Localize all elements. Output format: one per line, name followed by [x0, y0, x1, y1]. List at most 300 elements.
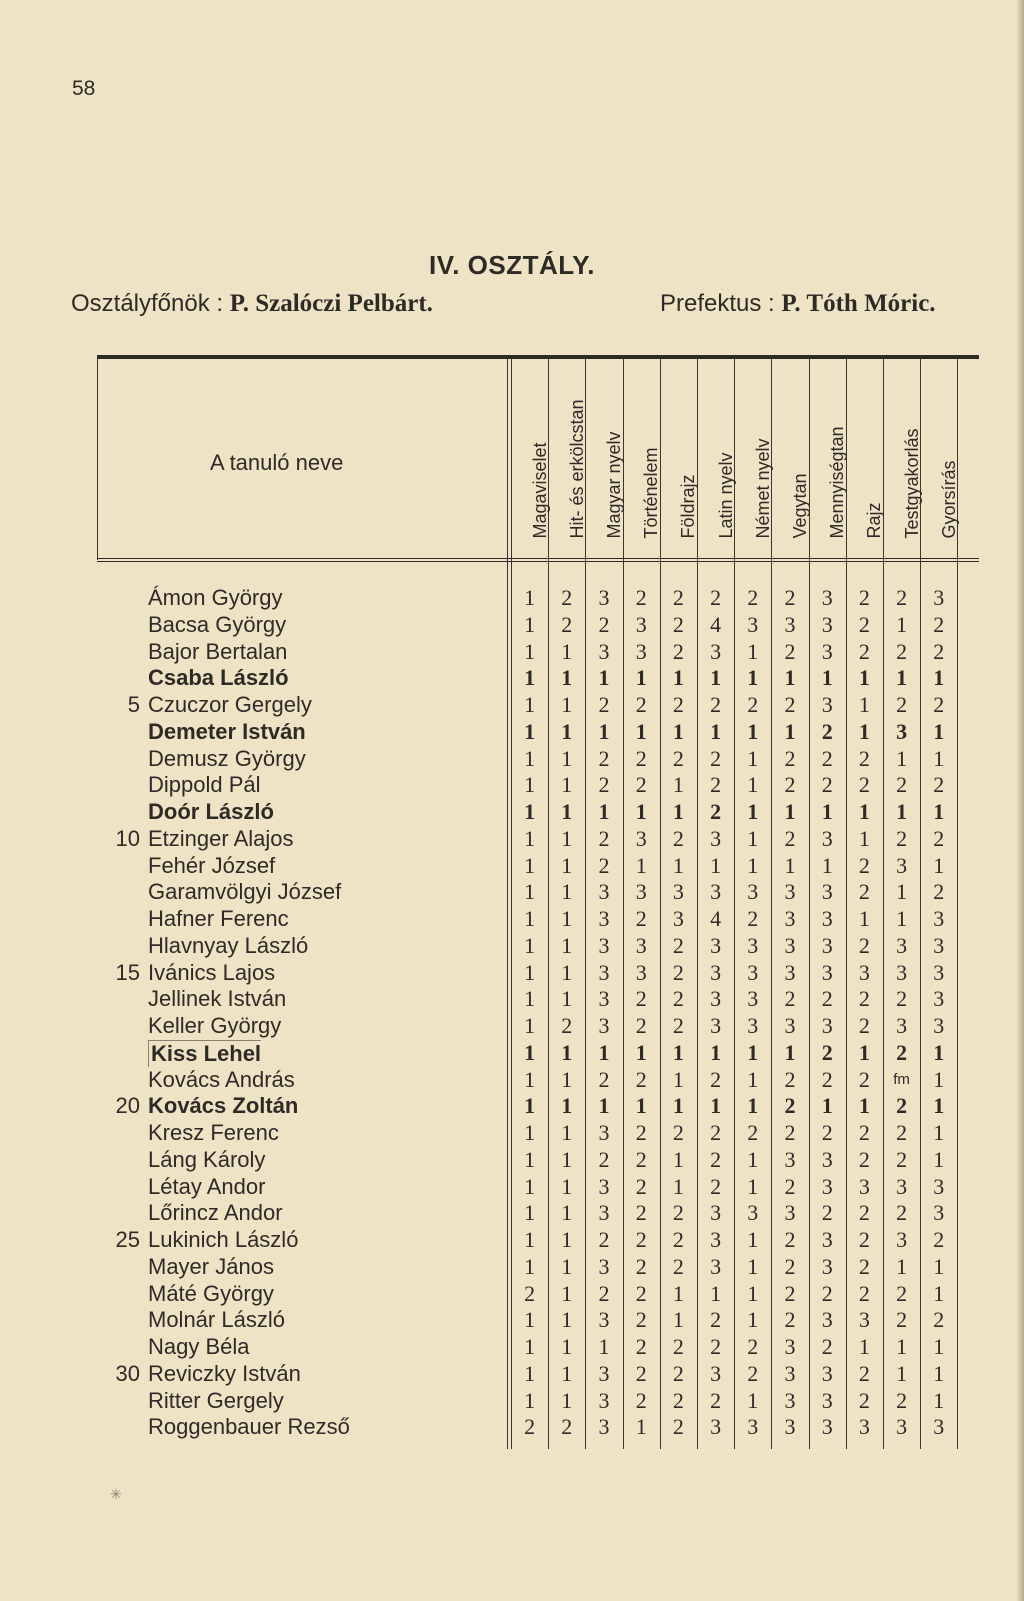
grade-cell: 1: [672, 665, 684, 691]
table-row: [0, 1200, 1024, 1227]
grade-cell: 4: [710, 906, 722, 931]
grade-cell: 3: [821, 1013, 833, 1038]
grade-cell: 3: [747, 879, 759, 905]
table-row: [0, 1120, 1024, 1147]
grade-cell: 2: [710, 1173, 722, 1199]
grade-cell: 2: [858, 611, 870, 637]
grade-cell: 3: [821, 959, 833, 985]
grade-cell: 2: [672, 1360, 684, 1386]
grade-cell: 3: [896, 852, 908, 878]
student-name: Hlavnyay László: [148, 932, 309, 958]
grade-cell: 2: [784, 692, 796, 717]
student-name: Kovács Zoltán: [148, 1093, 299, 1119]
grade-cell: 1: [710, 665, 722, 691]
grade-cell: 3: [710, 932, 722, 958]
student-name: Kresz Ferenc: [148, 1120, 279, 1145]
grade-cell: 2: [858, 1200, 870, 1226]
grade-cell: 3: [598, 638, 610, 664]
grade-cell: 3: [821, 611, 833, 637]
grade-cell: 2: [858, 1013, 870, 1038]
grade-cell: 2: [635, 906, 647, 931]
table-row: [0, 1093, 1024, 1120]
table-row: [0, 1147, 1024, 1174]
subject-header: [734, 360, 771, 555]
student-name: Bajor Bertalan: [148, 638, 288, 664]
grade-cell: 3: [598, 906, 610, 931]
grade-cell: 1: [896, 1334, 908, 1359]
grade-cell: 1: [933, 1146, 945, 1172]
student-name: Csaba László: [148, 665, 289, 691]
grade-cell: 1: [598, 1039, 610, 1065]
grade-cell: 3: [747, 932, 759, 958]
grade-cell: 1: [858, 665, 870, 691]
grade-cell: 1: [672, 1280, 684, 1306]
grade-cell: 2: [672, 1253, 684, 1279]
student-name: Garamvölgyi József: [148, 879, 342, 905]
grade-cell: 1: [524, 1120, 536, 1145]
grade-cell: 3: [672, 879, 684, 905]
grade-cell: 1: [561, 879, 573, 905]
grade-cell: 3: [747, 959, 759, 985]
grade-cell: 1: [561, 1334, 573, 1359]
grade-cell: 2: [933, 692, 945, 717]
grade-cell: 3: [821, 1146, 833, 1172]
subject-header: [771, 360, 808, 555]
table-row: [0, 906, 1024, 933]
grade-cell: 3: [784, 959, 796, 985]
grade-cell: 1: [710, 852, 722, 878]
student-name: Máté György: [148, 1280, 274, 1306]
grade-cell: 1: [933, 799, 945, 824]
student-name: Láng Károly: [148, 1146, 266, 1172]
subject-header: [548, 360, 585, 555]
grade-cell: 3: [635, 932, 647, 958]
grade-cell: 2: [561, 1013, 573, 1038]
grade-cell: 1: [672, 1039, 684, 1065]
grade-cell: 3: [598, 1120, 610, 1145]
grade-cell: 2: [784, 585, 796, 610]
subject-header: [846, 360, 883, 555]
grade-cell: 2: [896, 1120, 908, 1145]
grade-cell: 2: [933, 611, 945, 637]
grade-cell: 1: [933, 1093, 945, 1119]
grade-cell: 2: [561, 611, 573, 637]
grade-cell: 2: [635, 1013, 647, 1038]
grade-cell: 3: [598, 959, 610, 985]
grade-cell: 3: [747, 986, 759, 1012]
grade-cell: 3: [598, 1253, 610, 1279]
grade-cell: 3: [896, 1227, 908, 1252]
grade-cell: 1: [858, 906, 870, 931]
grade-cell: 2: [710, 1120, 722, 1145]
grade-cell: 3: [821, 932, 833, 958]
grade-cell: 1: [561, 932, 573, 958]
grade-cell: 2: [821, 1066, 833, 1092]
subject-header-label: Gyorsírás: [938, 460, 959, 539]
grade-cell: 2: [784, 1093, 796, 1119]
table-row: [0, 960, 1024, 987]
grade-cell: 3: [821, 1360, 833, 1386]
subject-header-label: Magyar nyelv: [603, 431, 624, 539]
grade-cell: 1: [524, 1039, 536, 1065]
grade-cell: 1: [933, 1253, 945, 1279]
student-name: Jellinek István: [148, 986, 287, 1012]
grade-cell: 3: [747, 611, 759, 637]
grade-cell: 2: [598, 611, 610, 637]
student-name: Létay Andor: [148, 1173, 266, 1199]
grade-cell: 3: [747, 1414, 759, 1440]
grade-cell: 1: [561, 959, 573, 985]
grade-cell: 1: [896, 799, 908, 824]
grade-cell: 1: [524, 1146, 536, 1172]
grade-cell: 1: [672, 1307, 684, 1333]
grade-cell: 1: [933, 1280, 945, 1306]
grade-cell: 1: [635, 799, 647, 824]
grade-cell: 2: [821, 1280, 833, 1306]
grade-cell: 1: [784, 665, 796, 691]
grade-cell: 1: [784, 852, 796, 878]
grade-cell: 2: [635, 1253, 647, 1279]
grade-cell: 2: [821, 745, 833, 771]
grade-cell: 2: [635, 1173, 647, 1199]
grade-cell: 2: [672, 745, 684, 771]
grade-cell: 1: [858, 825, 870, 851]
grade-cell: 1: [784, 718, 796, 744]
grade-cell: 3: [896, 959, 908, 985]
grade-cell: 3: [821, 1387, 833, 1413]
grade-cell: 1: [933, 1334, 945, 1359]
student-name: Dippold Pál: [148, 772, 261, 798]
grade-cell: 1: [747, 1307, 759, 1333]
grade-cell: 1: [821, 665, 833, 691]
grade-cell: 3: [821, 1253, 833, 1279]
grade-cell: 1: [561, 718, 573, 744]
grade-cell: 1: [821, 799, 833, 824]
grade-cell: 2: [672, 1227, 684, 1252]
grade-cell: 2: [933, 879, 945, 905]
grade-cell: 2: [858, 745, 870, 771]
grade-cell: 1: [858, 799, 870, 824]
table-row: [0, 1388, 1024, 1415]
grade-cell: 2: [784, 825, 796, 851]
grade-cell: 1: [747, 1280, 759, 1306]
subject-header: [511, 360, 548, 555]
grade-cell: 2: [635, 1360, 647, 1386]
table-row: [0, 1067, 1024, 1094]
grade-cell: 2: [672, 986, 684, 1012]
grade-cell: 1: [598, 665, 610, 691]
grade-cell: 1: [635, 1093, 647, 1119]
table-row: [0, 1174, 1024, 1201]
grade-cell: 3: [821, 879, 833, 905]
grade-cell: 1: [598, 718, 610, 744]
grade-cell: 2: [598, 1280, 610, 1306]
grade-cell: 2: [896, 1280, 908, 1306]
grade-cell: 1: [561, 986, 573, 1012]
grade-cell: 1: [672, 1173, 684, 1199]
grade-cell: 2: [896, 1200, 908, 1226]
prefect-label: Prefektus :: [660, 290, 775, 317]
table-row: [0, 853, 1024, 880]
grade-cell: 2: [672, 638, 684, 664]
table-row: [0, 1307, 1024, 1334]
grade-cell: 2: [598, 1227, 610, 1252]
grade-cell: 2: [784, 1280, 796, 1306]
grade-cell: 1: [933, 1360, 945, 1386]
grade-cell: 1: [933, 665, 945, 691]
grade-cell: 3: [896, 932, 908, 958]
subject-header: [660, 360, 697, 555]
grade-cell: 2: [858, 1066, 870, 1092]
grade-cell: 2: [710, 1387, 722, 1413]
grade-cell: 4: [710, 611, 722, 637]
grade-cell: 2: [858, 1253, 870, 1279]
grade-cell: 2: [598, 852, 610, 878]
grade-cell: 2: [821, 1334, 833, 1359]
grade-cell: 2: [821, 1120, 833, 1145]
grade-cell: 3: [784, 1146, 796, 1172]
name-column-header: A tanuló neve: [210, 450, 344, 475]
grade-cell: 2: [710, 745, 722, 771]
row-number: 25: [115, 1227, 140, 1252]
grade-cell: 3: [710, 638, 722, 664]
grade-cell: 1: [672, 1146, 684, 1172]
subject-header-label: Latin nyelv: [715, 452, 736, 539]
grade-cell: 2: [896, 1039, 908, 1065]
grade-cell: 3: [710, 1200, 722, 1226]
grade-cell: 3: [784, 611, 796, 637]
grade-cell: 1: [858, 1334, 870, 1359]
grade-cell: 1: [524, 692, 536, 717]
table-row: [0, 639, 1024, 666]
grade-cell: 2: [747, 585, 759, 610]
student-name: Lőrincz Andor: [148, 1200, 283, 1226]
grade-cell: 1: [672, 799, 684, 824]
grade-cell: 2: [672, 692, 684, 717]
subject-header: [809, 360, 846, 555]
grade-cell: 2: [710, 1146, 722, 1172]
grade-cell: 3: [896, 1013, 908, 1038]
grade-cell: 2: [933, 772, 945, 798]
grade-cell: 2: [672, 825, 684, 851]
grade-cell: 3: [672, 906, 684, 931]
grade-cell: 1: [896, 1360, 908, 1386]
grade-cell: 1: [561, 906, 573, 931]
grade-cell: 3: [710, 825, 722, 851]
grade-cell: 2: [858, 638, 870, 664]
grade-cell: 1: [933, 852, 945, 878]
grade-cell: 2: [858, 1387, 870, 1413]
grade-cell: 1: [524, 852, 536, 878]
grade-cell: 3: [710, 1227, 722, 1252]
grade-cell: 3: [635, 611, 647, 637]
grade-cell: 2: [858, 1227, 870, 1252]
grade-cell: 3: [635, 959, 647, 985]
grade-cell: 2: [635, 772, 647, 798]
grade-cell: 3: [821, 585, 833, 610]
table-row: [0, 692, 1024, 719]
grade-cell: 1: [561, 1387, 573, 1413]
grade-cell: 2: [635, 1334, 647, 1359]
grade-cell: 3: [710, 986, 722, 1012]
prefect-name: P. Tóth Móric.: [781, 290, 936, 317]
grade-cell: 2: [896, 1093, 908, 1119]
student-name: Ivánics Lajos: [148, 959, 276, 985]
grade-cell: 1: [598, 1093, 610, 1119]
grade-cell: 2: [858, 879, 870, 905]
student-name: Czuczor Gergely: [148, 692, 312, 717]
grade-cell: 1: [747, 1253, 759, 1279]
grade-cell: 2: [896, 1387, 908, 1413]
grade-cell: 1: [635, 1039, 647, 1065]
grade-cell: 2: [858, 585, 870, 610]
grade-cell: 1: [561, 1227, 573, 1252]
grade-cell: 1: [858, 718, 870, 744]
grade-cell: 2: [858, 852, 870, 878]
grade-cell: 1: [710, 1093, 722, 1119]
student-name: Fehér József: [148, 852, 276, 878]
class-title: IV. OSZTÁLY.: [429, 250, 595, 280]
grade-cell: 2: [710, 772, 722, 798]
student-name: Lukinich László: [148, 1227, 299, 1252]
grade-cell: 2: [598, 692, 610, 717]
grade-cell: 2: [747, 692, 759, 717]
grade-cell: 2: [598, 745, 610, 771]
grade-cell: 2: [784, 638, 796, 664]
grade-cell: 3: [933, 1414, 945, 1440]
student-name: Kiss Lehel: [148, 1040, 261, 1067]
grade-cell: 1: [747, 1146, 759, 1172]
table-row: [0, 1414, 1024, 1441]
grade-cell: 1: [635, 665, 647, 691]
table-row: [0, 665, 1024, 692]
grade-cell: 3: [784, 1200, 796, 1226]
grade-cell: 1: [896, 665, 908, 691]
row-number: 15: [115, 959, 140, 985]
grade-cell: 3: [784, 879, 796, 905]
grade-cell: 3: [933, 906, 945, 931]
subject-header-label: Vegytan: [789, 473, 810, 539]
grade-cell: 1: [747, 772, 759, 798]
grade-cell: 2: [784, 1173, 796, 1199]
table-row: [0, 799, 1024, 826]
row-number: 30: [115, 1360, 140, 1386]
grade-cell: 2: [635, 1120, 647, 1145]
grade-cell: 1: [561, 772, 573, 798]
table-row: [0, 1334, 1024, 1361]
table-row: [0, 1040, 1024, 1067]
table-row: [0, 612, 1024, 639]
grade-cell: 3: [784, 1013, 796, 1038]
grade-cell: 2: [524, 1280, 536, 1306]
grade-cell: 1: [821, 852, 833, 878]
grade-cell: 2: [821, 1039, 833, 1065]
grade-cell: 2: [710, 1334, 722, 1359]
grade-cell: 1: [561, 638, 573, 664]
grade-cell: 3: [896, 1173, 908, 1199]
grade-cell: 2: [672, 959, 684, 985]
subject-header-label: Testgyakorlás: [901, 428, 922, 539]
grade-cell: 2: [747, 906, 759, 931]
grade-cell: 1: [747, 665, 759, 691]
grade-cell: 2: [784, 1307, 796, 1333]
grade-cell: 2: [747, 1334, 759, 1359]
grade-cell: 1: [747, 1066, 759, 1092]
subject-header: [697, 360, 734, 555]
grade-cell: 1: [672, 772, 684, 798]
grade-cell: 3: [933, 986, 945, 1012]
grade-cell: 3: [635, 825, 647, 851]
grade-cell: 2: [784, 1253, 796, 1279]
grade-cell: 3: [896, 718, 908, 744]
grade-cell: 1: [635, 1414, 647, 1440]
grade-cell: 1: [561, 1360, 573, 1386]
grade-cell: 3: [710, 1414, 722, 1440]
grade-cell: 2: [821, 1200, 833, 1226]
grade-cell: 3: [710, 1013, 722, 1038]
grade-cell: 2: [598, 772, 610, 798]
grade-cell: 2: [858, 932, 870, 958]
grade-cell: 1: [561, 1120, 573, 1145]
grade-cell: 2: [747, 1120, 759, 1145]
student-name: Nagy Béla: [148, 1334, 250, 1359]
grade-cell: 2: [784, 986, 796, 1012]
grade-cell: 1: [672, 1093, 684, 1119]
grade-cell: 3: [598, 1173, 610, 1199]
grade-cell: 1: [524, 986, 536, 1012]
grade-cell: fm: [893, 1070, 910, 1088]
subject-header-label: Mennyiségtan: [827, 426, 848, 539]
student-name: Reviczky István: [148, 1360, 301, 1386]
student-name: Hafner Ferenc: [148, 906, 289, 931]
grade-cell: 1: [561, 799, 573, 824]
grade-cell: 1: [524, 932, 536, 958]
grade-cell: 2: [784, 1066, 796, 1092]
subject-header: [883, 360, 920, 555]
grade-cell: 1: [561, 1146, 573, 1172]
grade-cell: 2: [933, 825, 945, 851]
grade-cell: 1: [784, 799, 796, 824]
grade-cell: 2: [896, 1307, 908, 1333]
grade-cell: 1: [524, 1387, 536, 1413]
grade-cell: 1: [933, 1120, 945, 1145]
grade-cell: 3: [635, 879, 647, 905]
grade-cell: 3: [598, 585, 610, 610]
grade-cell: 3: [784, 1387, 796, 1413]
grade-cell: 1: [710, 718, 722, 744]
grade-cell: 3: [598, 1387, 610, 1413]
table-row: [0, 1361, 1024, 1388]
grade-cell: 1: [561, 825, 573, 851]
grade-cell: 1: [747, 852, 759, 878]
grade-cell: 3: [598, 932, 610, 958]
grade-cell: 1: [858, 1039, 870, 1065]
grade-cell: 1: [524, 611, 536, 637]
grade-cell: 2: [561, 1414, 573, 1440]
grade-cell: 1: [747, 718, 759, 744]
grade-cell: 1: [821, 1093, 833, 1119]
grade-cell: 1: [524, 1227, 536, 1252]
grade-cell: 3: [821, 1307, 833, 1333]
grade-cell: 1: [747, 1093, 759, 1119]
grade-cell: 2: [858, 1120, 870, 1145]
page-number: 58: [72, 77, 96, 100]
grade-cell: 1: [561, 1173, 573, 1199]
table-left-border: [97, 358, 98, 560]
grade-cell: 2: [933, 638, 945, 664]
grade-cell: 2: [672, 1387, 684, 1413]
grade-cell: 1: [672, 1066, 684, 1092]
